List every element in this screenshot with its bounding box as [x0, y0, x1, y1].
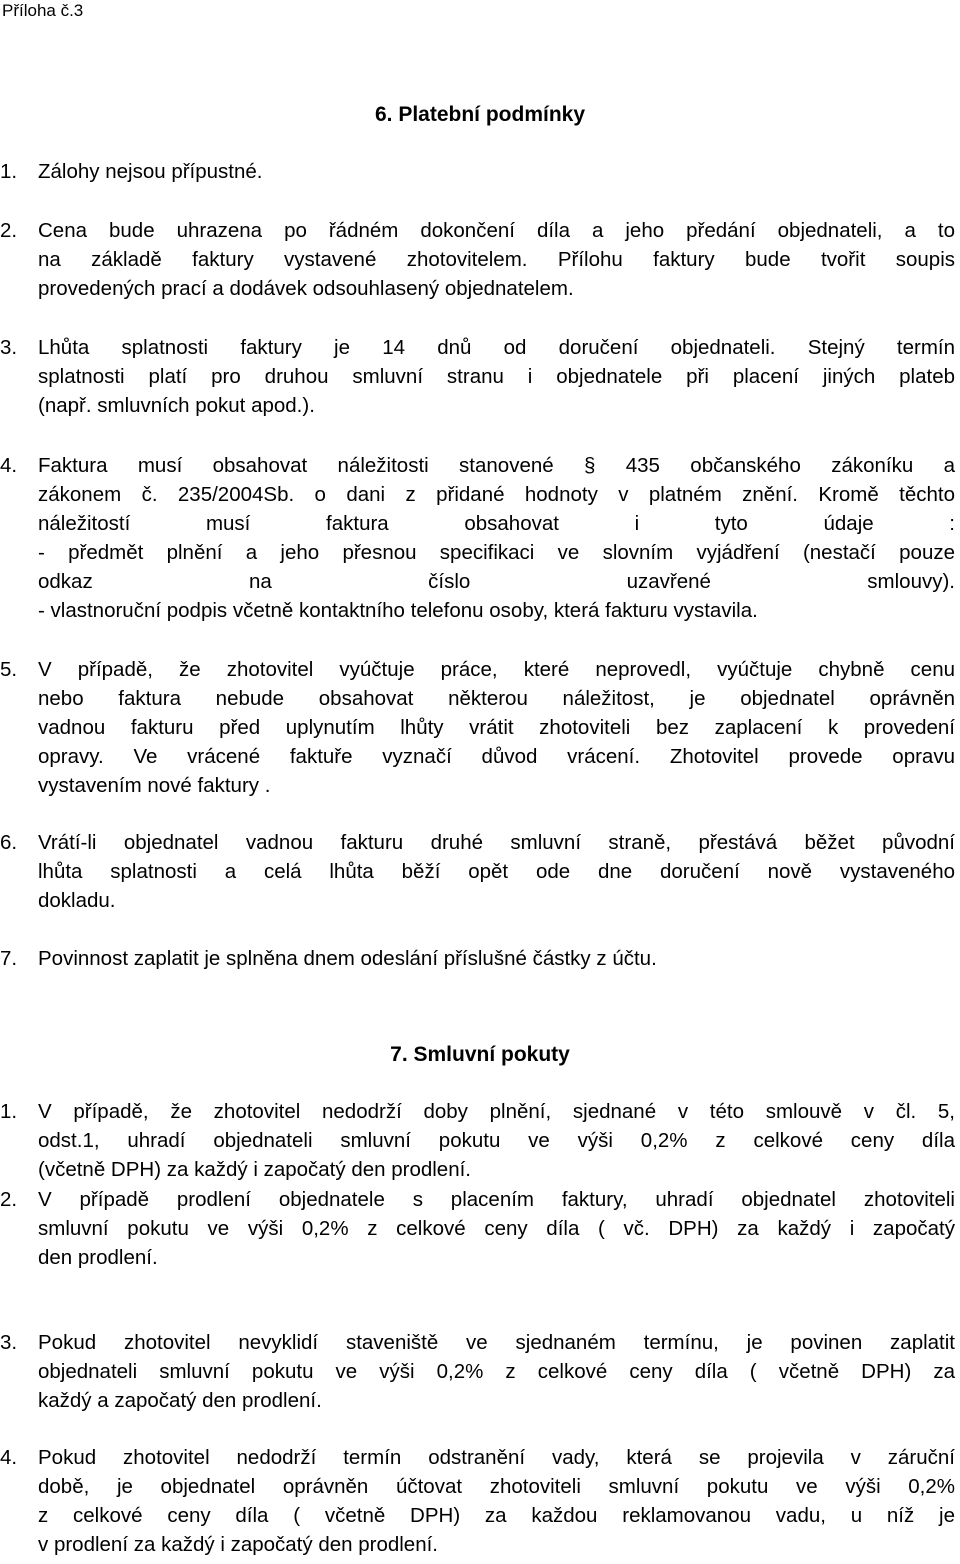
item-number: 7. [0, 947, 18, 970]
item-text [38, 1443, 955, 1559]
text-line: provedených prací a dodávek odsouhlasený objednatelem. [38, 277, 574, 300]
text-line: Zálohy nejsou přípustné. [38, 160, 263, 183]
text-line: době, je objednatel oprávněn účtovat zhotoviteli smluvní pokutu ve výši 0,2% [38, 1475, 955, 1498]
item-text [38, 828, 955, 915]
text-line: nebo faktura nebude obsahovat některou náležitost, je objednatel oprávněn [38, 687, 955, 710]
item-number: 3. [0, 336, 18, 359]
item-number: 1. [0, 1100, 18, 1123]
section7-item-3 [0, 1328, 958, 1415]
text-line: smluvní pokutu ve výši 0,2% z celkové ceny díla ( vč. DPH) za každý i započatý [38, 1217, 955, 1240]
text-line: Lhůta splatnosti faktury je 14 dnů od doručení objednateli. Stejný termín [38, 336, 955, 359]
text-line: Faktura musí obsahovat náležitosti stanovené § 435 občanského zákoníku a [38, 454, 955, 477]
section6-item-1 [0, 157, 958, 186]
item-number: 1. [0, 160, 18, 183]
text-line: lhůta splatnosti a celá lhůta běží opět ode dne doručení nově vystaveného [38, 860, 955, 883]
section6-item-5 [0, 655, 958, 800]
item-text [38, 1328, 955, 1415]
item-number: 6. [0, 831, 18, 854]
section7-item-1 [0, 1097, 958, 1184]
item-number: 4. [0, 1446, 18, 1469]
text-line: Pokud zhotovitel nedodrží termín odstranění vady, která se projevila v záruční [38, 1446, 955, 1469]
text-line: den prodlení. [38, 1246, 158, 1269]
item-number: 2. [0, 1188, 18, 1211]
item-text [38, 216, 955, 303]
text-line: Pokud zhotovitel nevyklidí staveniště ve sjednaném termínu, je povinen zaplatit [38, 1331, 955, 1354]
text-line: v prodlení za každý i započatý den prodlení. [38, 1533, 438, 1556]
text-line: odst.1, uhradí objednateli smluvní pokutu ve výši 0,2% z celkové ceny díla [38, 1129, 955, 1152]
text-line: opravy. Ve vrácené faktuře vyznačí důvod vrácení. Zhotovitel provede opravu [38, 745, 955, 768]
text-line: V případě, že zhotovitel vyúčtuje práce, které neprovedl, vyúčtuje chybně cenu [38, 658, 955, 681]
text-line: vystavením nové faktury . [38, 774, 271, 797]
text-line: odkaz na číslo uzavřené smlouvy). [38, 570, 955, 593]
text-line: Vrátí-li objednatel vadnou fakturu druhé smluvní straně, přestává běžet původní [38, 831, 955, 854]
item-text [38, 655, 955, 800]
text-line: náležitostí musí faktura obsahovat i tyto údaje : [38, 512, 955, 535]
section6-item-6 [0, 828, 958, 915]
item-text [38, 1185, 955, 1272]
item-text [38, 1097, 955, 1184]
text-line: (včetně DPH) za každý i započatý den prodlení. [38, 1158, 471, 1181]
section7-item-4 [0, 1443, 958, 1559]
item-number: 3. [0, 1331, 18, 1354]
text-line: každý a započatý den prodlení. [38, 1389, 322, 1412]
item-number: 2. [0, 219, 18, 242]
text-line: splatnosti platí pro druhou smluvní stranu i objednatele při placení jiných plateb [38, 365, 955, 388]
text-line: - předmět plnění a jeho přesnou specifikaci ve slovním vyjádření (nestačí pouze [38, 541, 955, 564]
section-7-heading: 7. Smluvní pokuty [390, 1043, 570, 1066]
text-line: Povinnost zaplatit je splněna dnem odeslání příslušné částky z účtu. [38, 947, 657, 970]
section6-item-3 [0, 333, 958, 420]
item-text [38, 944, 955, 973]
text-line: Cena bude uhrazena po řádném dokončení díla a jeho předání objednateli, a to [38, 219, 955, 242]
text-line: zákonem č. 235/2004Sb. o dani z přidané hodnoty v platném znění. Kromě těchto [38, 483, 955, 506]
item-number: 5. [0, 658, 18, 681]
item-text [38, 333, 955, 420]
text-line: dokladu. [38, 889, 116, 912]
item-text [38, 157, 955, 186]
text-line: z celkové ceny díla ( včetně DPH) za každou reklamovanou vadu, u níž je [38, 1504, 955, 1527]
page-label: Příloha č.3 [2, 1, 84, 20]
text-line: V případě prodlení objednatele s placením faktury, uhradí objednatel zhotoviteli [38, 1188, 955, 1211]
text-line: objednateli smluvní pokutu ve výši 0,2% z celkové ceny díla ( včetně DPH) za [38, 1360, 955, 1383]
item-text [38, 451, 955, 625]
item-number: 4. [0, 454, 18, 477]
section6-item-2 [0, 216, 958, 303]
section6-item-4 [0, 451, 958, 625]
section-6-heading: 6. Platební podmínky [374, 103, 586, 126]
section6-item-7 [0, 944, 958, 973]
text-line: (např. smluvních pokut apod.). [38, 394, 315, 417]
text-line: V případě, že zhotovitel nedodrží doby plnění, sjednané v této smlouvě v čl. 5, [38, 1100, 955, 1123]
text-line: na základě faktury vystavené zhotovitelem. Přílohu faktury bude tvořit soupis [38, 248, 955, 271]
text-line: - vlastnoruční podpis včetně kontaktního telefonu osoby, která fakturu vystavila. [38, 599, 758, 622]
section7-item-2 [0, 1185, 958, 1272]
text-line: vadnou fakturu před uplynutím lhůty vrátit zhotoviteli bez zaplacení k provedení [38, 716, 955, 739]
